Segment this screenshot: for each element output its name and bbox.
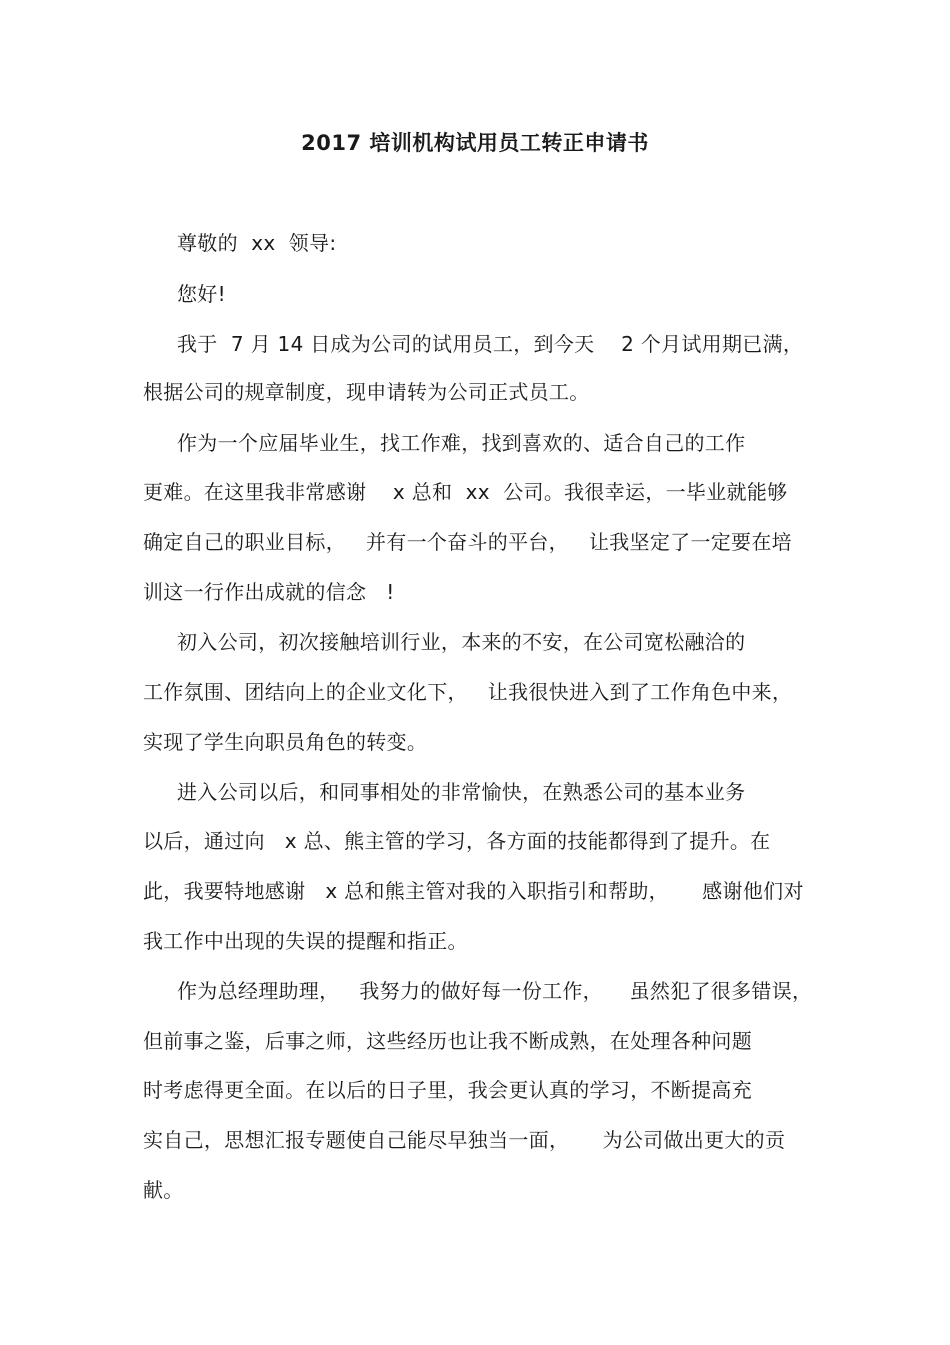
paragraph-2-line-2: 更难。在这里我非常感谢 x 总和 xx 公司。我很幸运，一毕业就能够 [143, 480, 788, 504]
paragraph-3-line-3: 实现了学生向职员角色的转变。 [143, 730, 428, 754]
paragraph-5-line-4: 实自己，思想汇报专题使自己能尽早独当一面， 为公司做出更大的贡 [143, 1128, 786, 1152]
paragraph-2-line-1: 作为一个应届毕业生，找工作难，找到喜欢的、适合自己的工作 [177, 431, 746, 455]
paragraph-3-line-1: 初入公司，初次接触培训行业，本来的不安，在公司宽松融洽的 [177, 630, 746, 654]
paragraph-3-line-2: 工作氛围、团结向上的企业文化下， 让我很快进入到了工作角色中来， [143, 680, 793, 704]
paragraph-2-line-3: 确定自己的职业目标， 并有一个奋斗的平台， 让我坚定了一定要在培 [143, 530, 792, 554]
paragraph-4-line-2: 以后，通过向 x 总、熊主管的学习，各方面的技能都得到了提升。在 [143, 829, 771, 853]
paragraph-1-line-2: 根据公司的规章制度，现申请转为公司正式员工。 [143, 380, 590, 404]
paragraph-5-line-3: 时考虑得更全面。在以后的日子里，我会更认真的学习，不断提高充 [143, 1078, 752, 1102]
paragraph-4-line-1: 进入公司以后，和同事相处的非常愉快，在熟悉公司的基本业务 [177, 780, 746, 804]
paragraph-2-line-4: 训这一行作出成就的信念 ! [143, 580, 395, 604]
paragraph-5-line-5: 献。 [143, 1178, 184, 1202]
greeting: 您好! [177, 282, 226, 306]
paragraph-4-line-3: 此，我要特地感谢 x 总和熊主管对我的入职指引和帮助， 感谢他们对 [143, 879, 804, 903]
paragraph-5-line-2: 但前事之鉴，后事之师，这些经历也让我不断成熟，在处理各种问题 [143, 1029, 752, 1053]
paragraph-1-line-1: 我于 7 月 14 日成为公司的试用员工，到今天 2 个月试用期已满， [177, 332, 804, 356]
salutation: 尊敬的 xx 领导: [177, 231, 337, 255]
paragraph-5-line-1: 作为总经理助理， 我努力的做好每一份工作， 虽然犯了很多错误， [177, 979, 813, 1003]
paragraph-4-line-4: 我工作中出现的失误的提醒和指正。 [143, 929, 468, 953]
document-title: 2017 培训机构试用员工转正申请书 [301, 131, 649, 155]
